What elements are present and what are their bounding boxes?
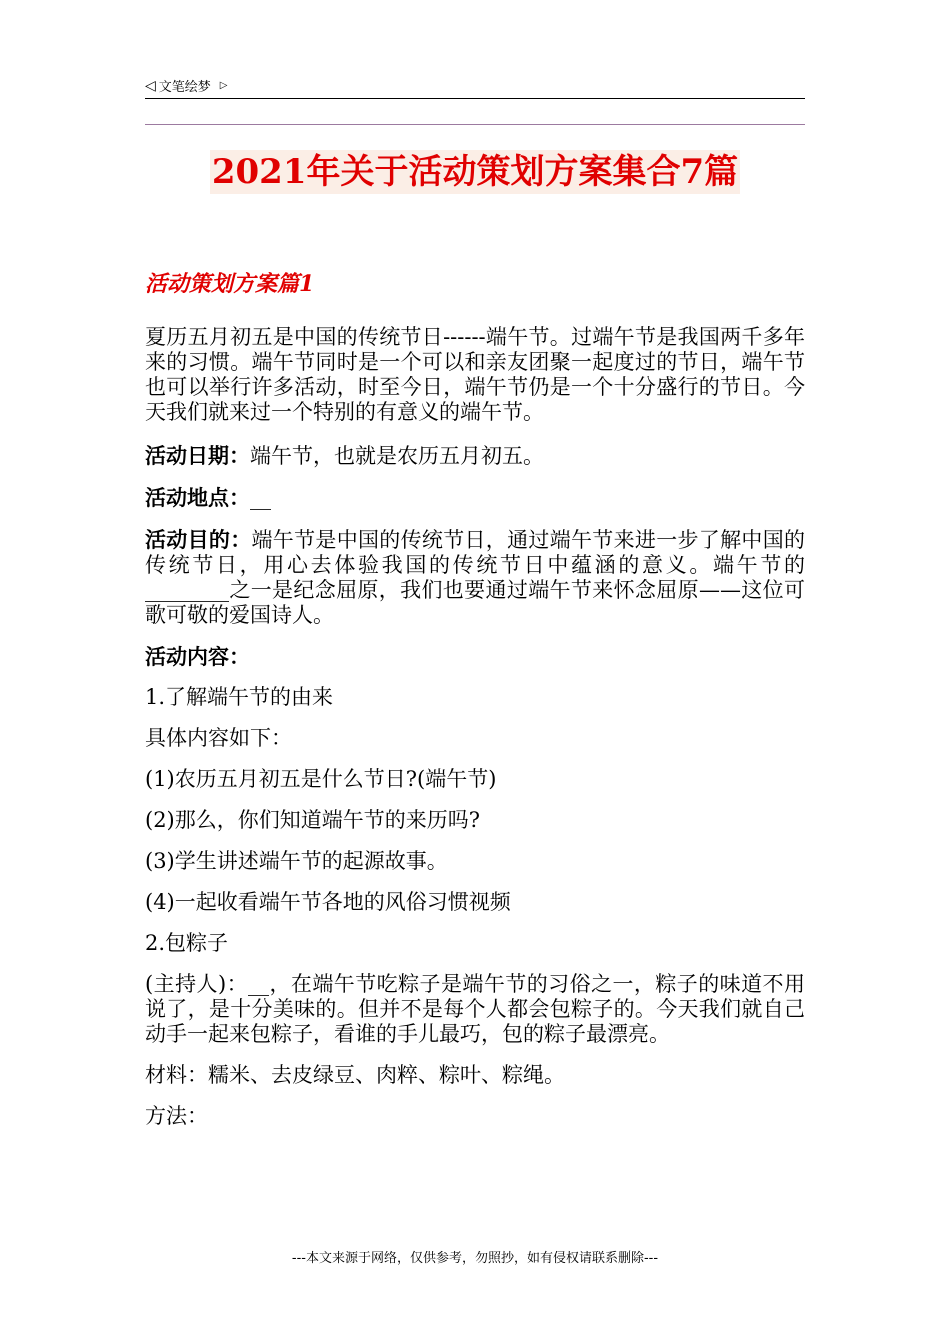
page-header xyxy=(145,74,805,99)
document-title: 2021年关于活动策划方案集合7篇 xyxy=(211,152,739,192)
purpose-label: 活动目的： xyxy=(145,527,252,552)
title-wrapper xyxy=(0,150,950,194)
section-heading: 活动策划方案篇1 xyxy=(145,271,315,297)
date-value: 端午节，也就是农历五月初五。 xyxy=(250,444,544,468)
list-item: (4)一起收看端午节各地的风俗习惯视频 xyxy=(145,890,511,914)
purpose-value: 端午节是中国的传统节日，通过端午节来进一步了解中国的传统节日，用心去体验我国的传统节日中蕴涵的意义。端午节的________之一是纪念屈原，我们也要通过端午节来怀念屈原——这位可歌可敬的爱国诗人。 xyxy=(145,528,805,627)
method-line: 方法： xyxy=(145,1104,208,1128)
header-brand xyxy=(145,76,228,95)
list-item: 具体内容如下： xyxy=(145,726,292,750)
content-label: 活动内容： xyxy=(145,644,250,669)
document-body xyxy=(145,270,805,1145)
header-divider xyxy=(145,124,805,125)
intro-paragraph: 夏历五月初五是中国的传统节日------端午节。过端午节是我国两千多年来的习惯。端午节同时是一个可以和亲友团聚一起度过的节日，端午节也可以举行许多活动，时至今日，端午节仍是一个十分盛行的节日。今天我们就来过一个特别的有意义的端午节。 xyxy=(145,325,805,424)
host-paragraph: (主持人)：__，在端午节吃粽子是端午节的习俗之一，粽子的味道不用说了，是十分美味的。但并不是每个人都会包粽子的。今天我们就自己动手一起来包粽子，看谁的手儿最巧，包的粽子最漂亮。 xyxy=(145,972,805,1046)
place-value: __ xyxy=(250,486,271,510)
list-item: (1)农历五月初五是什么节日?(端午节) xyxy=(145,767,497,791)
list-item: (3)学生讲述端午节的起源故事。 xyxy=(145,849,448,873)
activity-date xyxy=(145,443,805,469)
activity-purpose xyxy=(145,527,805,628)
date-label: 活动日期： xyxy=(145,443,250,468)
materials-line: 材料：糯米、去皮绿豆、肉粹、粽叶、粽绳。 xyxy=(145,1063,565,1087)
activity-place xyxy=(145,485,805,511)
brand-text: 文笔绘梦 xyxy=(158,80,211,95)
list-item: 2.包粽子 xyxy=(145,931,229,955)
triangle-right-icon: ▷ xyxy=(219,79,228,91)
triangle-left-icon: ◁ xyxy=(145,77,156,94)
list-item: (2)那么，你们知道端午节的来历吗? xyxy=(145,808,481,832)
list-item: 1.了解端午节的由来 xyxy=(145,685,334,709)
page-footer: ---本文来源于网络，仅供参考，勿照抄，如有侵权请联系删除--- xyxy=(291,1251,659,1266)
place-label: 活动地点： xyxy=(145,485,250,510)
